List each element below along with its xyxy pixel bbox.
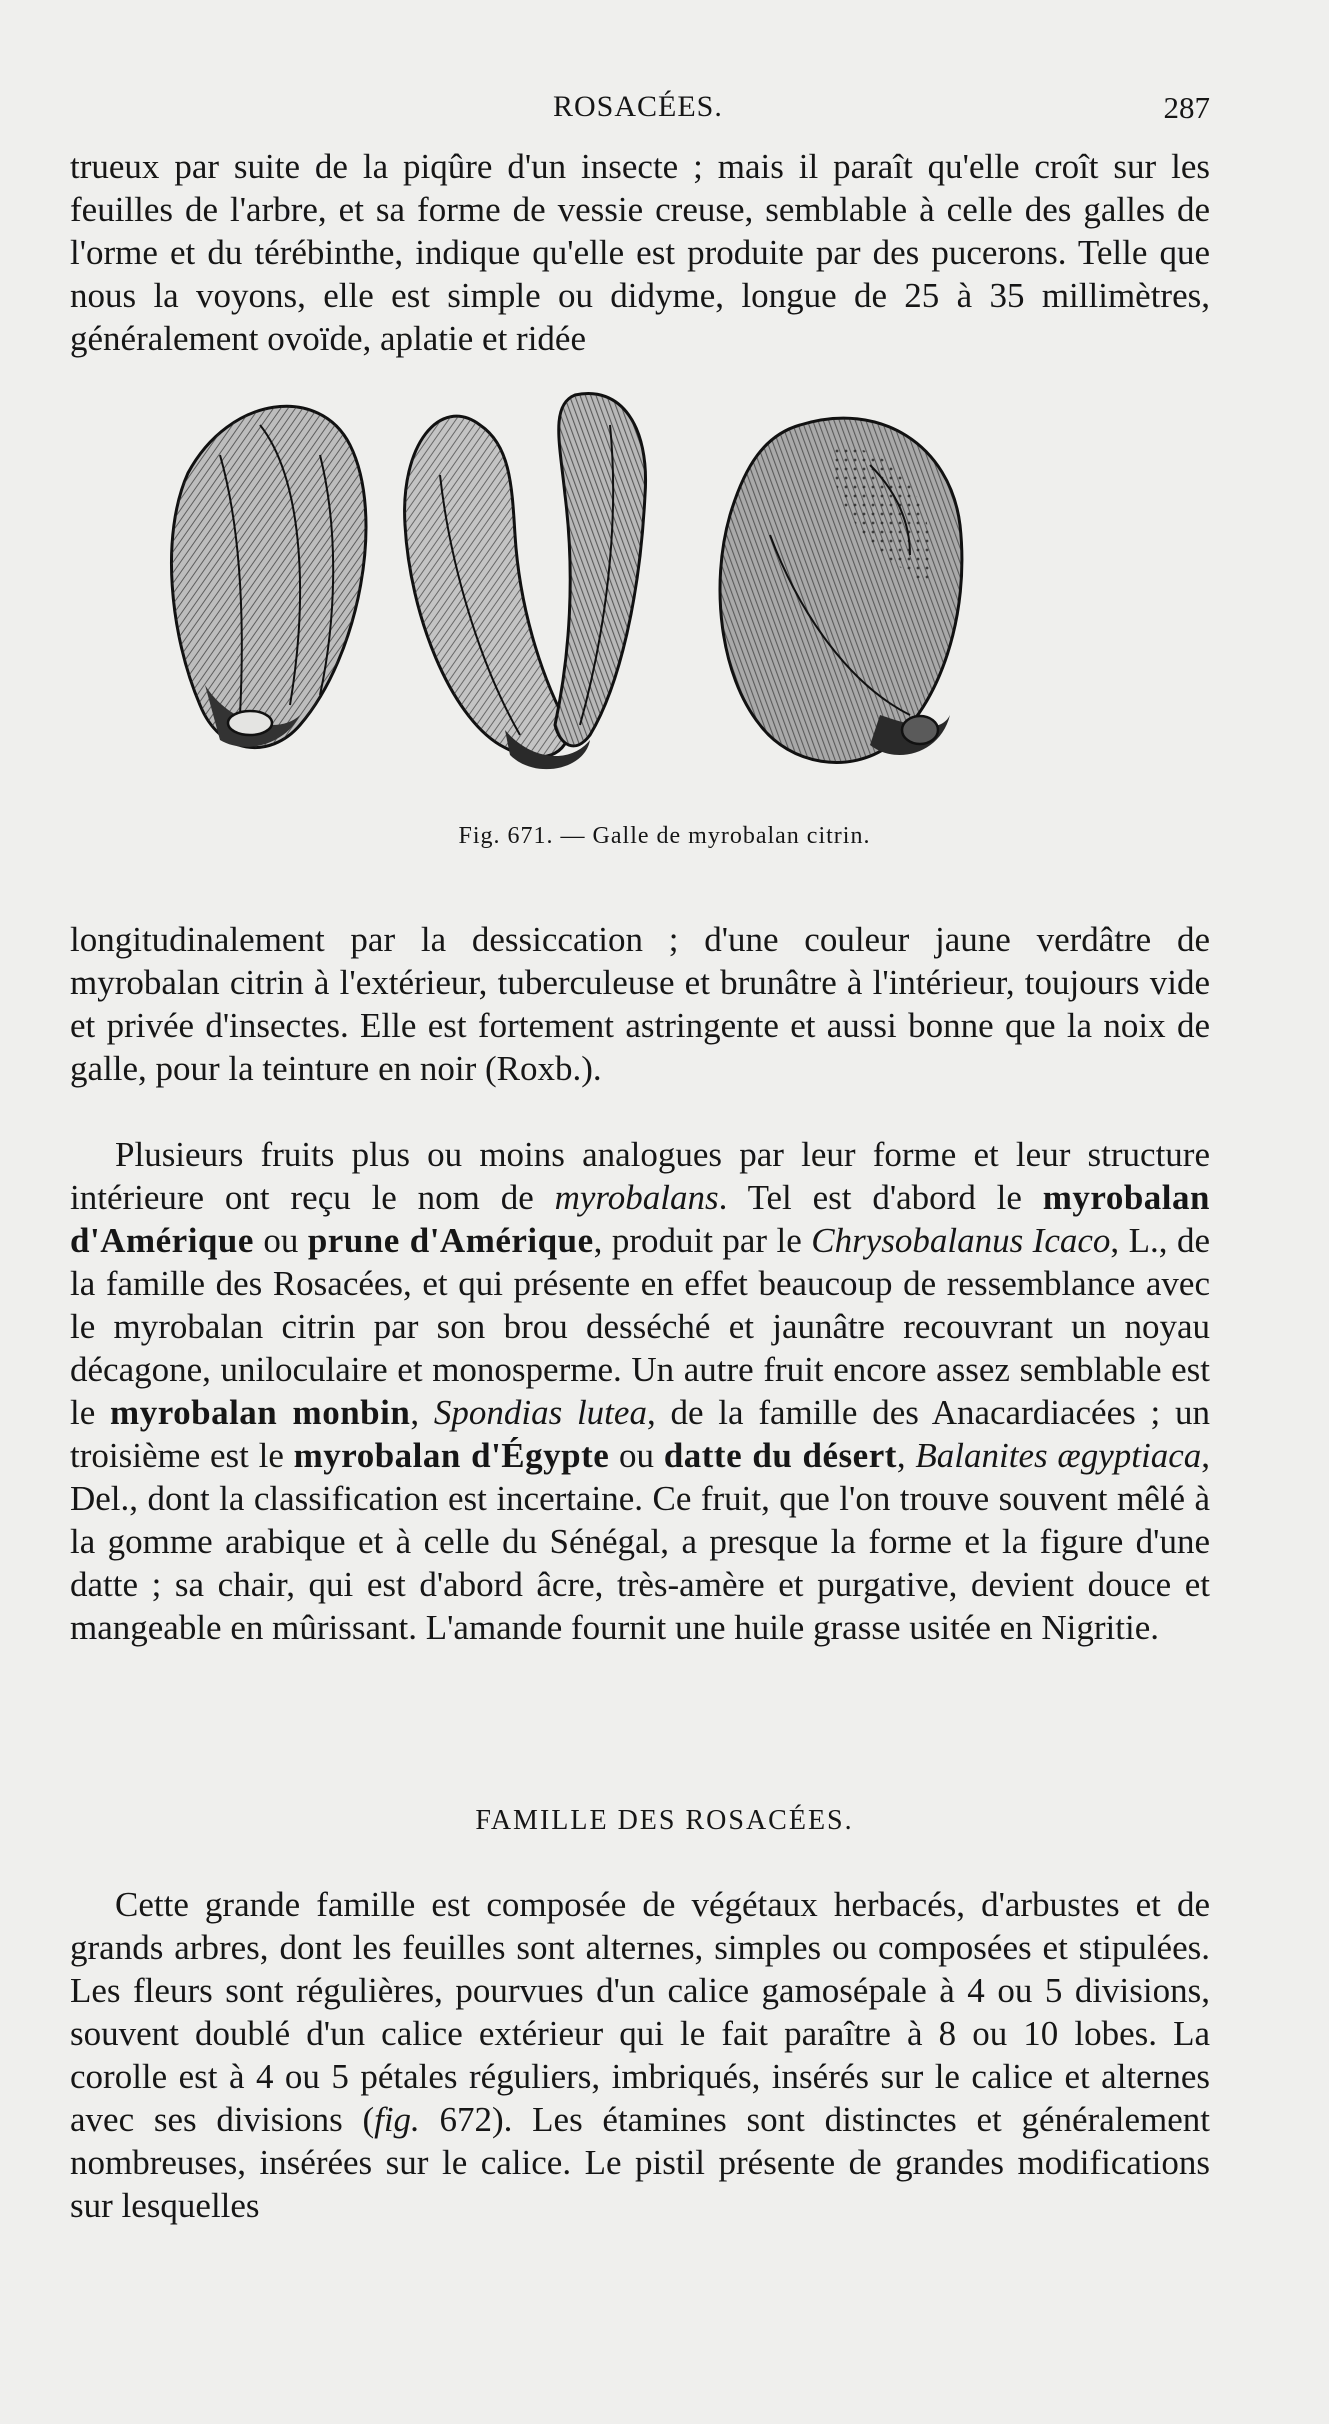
myrobalan-galls-engraving: [150, 385, 1110, 805]
text-run: Cette grande famille est composée de végétaux herbacés, d'arbustes et de grands arbres, dont les feuilles sont alternes, simples ou composées et stipulées. Les fleurs sont régulières, pourvues d'un calice gamosépale à 4 ou 5 divisions, souvent doublé d'un calice extérieur qui le fait paraître à 8 ou 10 lobes. La corolle est à 4 ou 5 pétales réguliers, imbriqués, insérés sur le calice et alternes avec ses divisions (: [70, 1885, 1210, 2139]
running-title: ROSACÉES.: [553, 90, 723, 123]
bold-term: myrobalan d'Amérique: [70, 1178, 1210, 1260]
italic-term: fig.: [374, 2100, 420, 2139]
paragraph-rosacees: [70, 1883, 1210, 2227]
italic-term: Balanites ægyptiaca: [915, 1436, 1202, 1475]
paragraph-after-figure: longitudinalement par la dessiccation ; d'une couleur jaune verdâtre de myrobalan citrin à l'extérieur, tuberculeuse et brunâtre à l'intérieur, toujours vide et privée d'insectes. Elle est fortement astringente et aussi bonne que la noix de galle, pour la teinture en noir (Roxb.).: [70, 920, 1210, 1088]
italic-term: myrobalans: [554, 1178, 719, 1217]
bold-term: myrobalan monbin: [110, 1393, 411, 1432]
text-run: , produit par le: [593, 1221, 812, 1260]
text-run: ou: [609, 1436, 664, 1475]
text-run: , de la famille des Anacardiacées ; un troisième est le: [70, 1393, 1211, 1475]
text-run: , Del., dont la classification est incertaine. Ce fruit, que l'on trouve souvent mêlé à la gomme arabique et à celle du Sénégal, a presque la forme et la figure d'une datte ; sa chair, qui est d'abord âcre, très-amère et purgative, devient douce et mangeable en mûrissant. L'amande fournit une huile grasse usitée en Nigritie.: [70, 1436, 1210, 1647]
italic-term: Chrysobalanus Icaco: [811, 1221, 1111, 1260]
paragraph-continued: trueux par suite de la piqûre d'un insecte ; mais il paraît qu'elle croît sur les feuilles de l'arbre, et sa forme de vessie creuse, semblable à celle des galles de l'orme et du térébinthe, indique qu'elle est produite par des pucerons. Telle que nous la voyons, elle est simple ou didyme, longue de 25 à 35 millimètres, généralement ovoïde, aplatie et ridée: [70, 147, 1210, 358]
gall-left: [171, 406, 366, 747]
bold-term: myrobalan d'Égypte: [293, 1436, 610, 1475]
text-run: ,: [410, 1393, 434, 1432]
text-run: . Tel est d'abord le: [718, 1178, 1043, 1217]
text-run: 672). Les étamines sont distinctes et généralement nombreuses, insérées sur le calice. Le pistil présente de grandes modifications sur lesquelles: [70, 2100, 1210, 2225]
bold-term: prune d'Amérique: [307, 1221, 594, 1260]
text-run: Plusieurs fruits plus ou moins analogues par leur forme et leur structure intérieure ont reçu le nom de: [70, 1135, 1210, 1217]
paragraph-myrobalans: [70, 1133, 1210, 1649]
text-run: ou: [253, 1221, 308, 1260]
figure-caption: Fig. 671. — Galle de myrobalan citrin.: [458, 823, 871, 849]
italic-term: Spondias lutea: [433, 1393, 647, 1432]
text-run: ,: [896, 1436, 916, 1475]
text-run: , L., de la famille des Rosacées, et qui présente en effet beaucoup de ressemblance avec le myrobalan citrin par son brou desséché et jaunâtre recouvrant un noyau décagone, uniloculaire et monosperme. Un autre fruit encore assez semblable est le: [70, 1221, 1210, 1432]
bold-term: datte du désert: [663, 1436, 897, 1475]
gall-right: [720, 418, 962, 762]
running-head: [70, 84, 1210, 128]
gall-middle: [405, 393, 646, 769]
section-heading: FAMILLE DES ROSACÉES.: [475, 1805, 854, 1836]
page-number: 287: [1163, 90, 1210, 125]
